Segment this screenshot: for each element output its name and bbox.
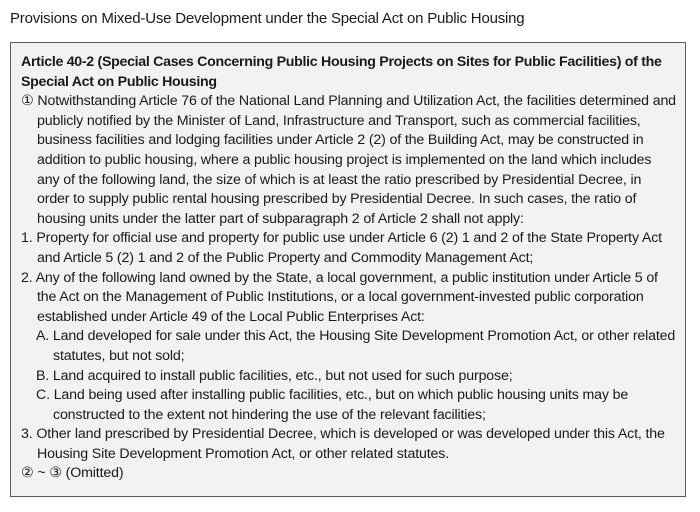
item-marker: 3.: [21, 426, 33, 443]
item-marker: 2.: [21, 269, 33, 286]
sub-item-marker: A.: [36, 328, 50, 345]
sub-item-marker: C.: [36, 387, 50, 404]
paragraph-1: [21, 92, 677, 229]
list-item-2: [21, 269, 677, 328]
omitted-paragraphs: ② ~ ③ (Omitted): [21, 465, 124, 482]
sub-item-text: Land being used after installing public facilities, etc., but on which public housing units may be constructed to the extent not hindering the use of the relevant facilities;: [53, 387, 629, 423]
item-text: Other land prescribed by Presidential Decree, which is developed or was developed under this Act, the Housing Site Development Promotion Act, or other related statutes.: [36, 426, 665, 462]
sub-item-a: [21, 327, 677, 366]
sub-item-c: [21, 386, 677, 425]
sub-item-text: Land developed for sale under this Act, the Housing Site Development Promotion Act, or other related statutes, but not sold;: [52, 328, 676, 364]
item-marker: 1.: [21, 230, 33, 247]
item-text: Any of the following land owned by the State, a local government, a public institution under Article 5 of the Act on the Management of Public Institutions, or a local government-invested public corporation established under Article 49 of the Local Public Enterprises Act:: [35, 269, 658, 325]
sub-item-b: [21, 367, 677, 387]
paragraph-1-text: Notwithstanding Article 76 of the National Land Planning and Utilization Act, the facilities determined and publicly notified by the Minister of Land, Infrastructure and Transport, such as commercial facilities, business facilities and lodging facilities under Article 2 (2) of the Building Act, may be constructed in addition to public housing, where a public housing project is implemented on the land which includes any of the following land, the size of which is at least the ratio prescribed by Presidential Decree, in order to supply public rental housing prescribed by Presidential Decree. In such cases, the ratio of housing units under the latter part of subparagraph 2 of Article 2 shall not apply:: [37, 93, 676, 227]
sub-item-marker: B.: [36, 367, 50, 384]
sub-item-text: Land acquired to install public facilities, etc., but not used for such purpose;: [52, 367, 513, 384]
document-title: Provisions on Mixed-Use Development under the Special Act on Public Housing: [10, 10, 525, 27]
list-item-1: [21, 229, 677, 268]
article-heading: Article 40-2 (Special Cases Concerning Public Housing Projects on Sites for Public Facilities) of the Special Act on Public Housing: [21, 54, 662, 90]
paragraph-marker: ①: [21, 93, 34, 110]
provision-box: [10, 42, 686, 497]
list-item-3: [21, 425, 677, 464]
item-text: Property for official use and property for public use under Article 6 (2) 1 and 2 of the State Property Act and Article 5 (2) 1 and 2 of the Public Property and Commodity Management Act;: [36, 230, 662, 266]
